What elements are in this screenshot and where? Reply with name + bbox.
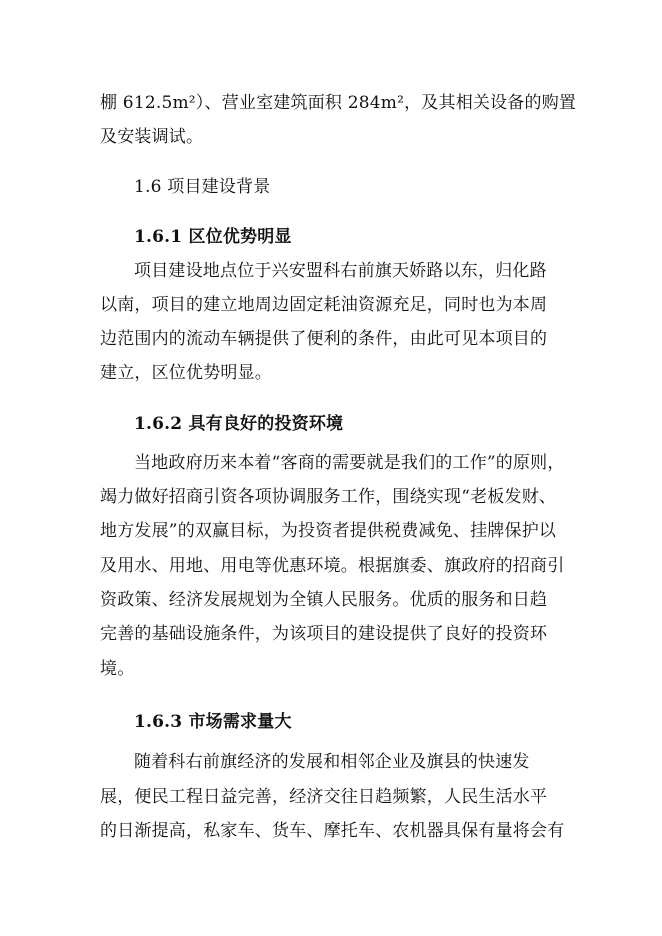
paragraph-line: 完善的基础设施条件，为该项目的建设提供了良好的投资环 [100, 624, 548, 644]
paragraph-line: 地方发展”的双赢目标，为投资者提供税费减免、挂牌保护以 [100, 521, 557, 541]
paragraph-line: 的日渐提高，私家车、货车、摩托车、农机器具保有量将会有 [100, 821, 565, 841]
paragraph-line: 竭力做好招商引资各项协调服务工作，围绕实现“老板发财、 [100, 487, 557, 507]
section-1-6-2-title: 1.6.2 具有良好的投资环境 [134, 414, 344, 434]
section-1-6-3-title: 1.6.3 市场需求量大 [134, 712, 292, 732]
paragraph-line: 当地政府历来本着“客商的需要就是我们的工作”的原则， [134, 453, 565, 473]
section-1-6-title: 1.6 项目建设背景 [134, 177, 271, 197]
paragraph-line: 项目建设地点位于兴安盟科右前旗天娇路以东，归化路 [134, 261, 547, 281]
intro-line-2: 及安装调试。 [100, 127, 204, 147]
paragraph-line: 随着科右前旗经济的发展和相邻企业及旗县的快速发 [134, 752, 530, 772]
paragraph-line: 边范围内的流动车辆提供了便利的条件，由此可见本项目的 [100, 329, 548, 349]
paragraph-line: 展，便民工程日益完善，经济交往日趋频繁，人民生活水平 [100, 787, 548, 807]
intro-line-1: 棚 612.5m²）、营业室建筑面积 284m²，及其相关设备的购置 [100, 93, 577, 113]
paragraph-line: 资政策、经济发展规划为全镇人民服务。优质的服务和日趋 [100, 590, 548, 610]
paragraph-line: 境。 [100, 659, 135, 679]
paragraph-line: 以南，项目的建立地周边固定耗油资源充足，同时也为本周 [100, 295, 548, 315]
paragraph-line: 建立，区位优势明显。 [100, 363, 272, 383]
section-1-6-1-title: 1.6.1 区位优势明显 [134, 227, 292, 247]
paragraph-line: 及用水、用地、用电等优惠环境。根据旗委、旗政府的招商引 [100, 556, 565, 576]
